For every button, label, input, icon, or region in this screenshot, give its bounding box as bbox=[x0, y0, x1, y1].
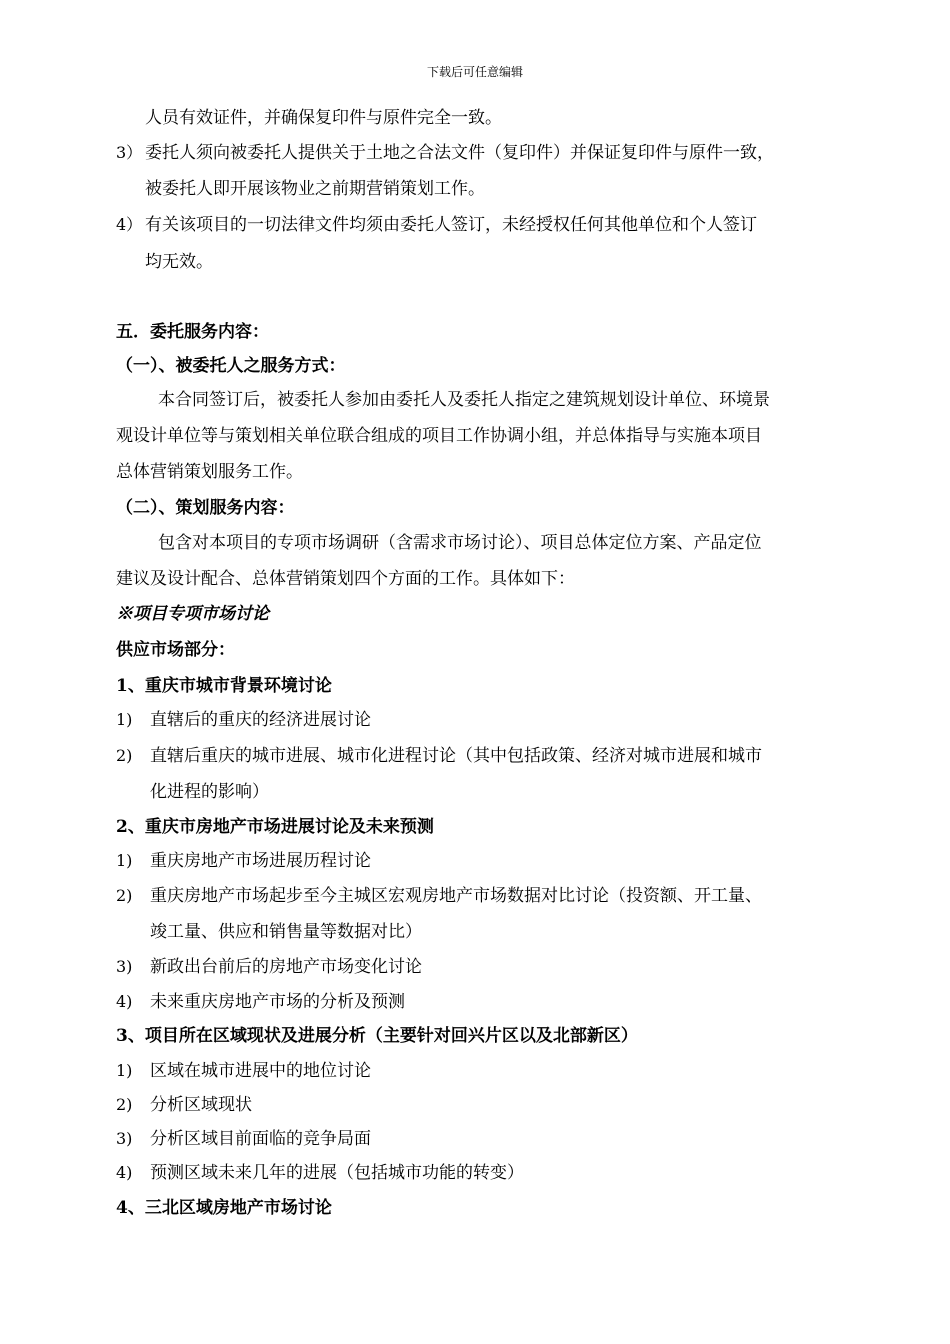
list-item: 直辖后重庆的城市进展、城市化进程讨论（其中包括政策、经济对城市进展和城市 bbox=[150, 746, 762, 766]
numbered-heading: 2、重庆市房地产市场进展讨论及未来预测 bbox=[116, 817, 434, 837]
paragraph-line: 本合同签订后，被委托人参加由委托人及委托人指定之建筑规划设计单位、环境景 bbox=[158, 390, 770, 410]
list-item-cont: 化进程的影响） bbox=[150, 782, 269, 802]
continued-text: 人员有效证件，并确保复印件与原件完全一致。 bbox=[145, 108, 502, 128]
numbered-heading: 1、重庆市城市背景环境讨论 bbox=[116, 676, 332, 696]
list-number: 1) bbox=[116, 851, 133, 870]
item-number: 3） bbox=[116, 143, 143, 162]
numbered-heading: 4、三北区域房地产市场讨论 bbox=[116, 1198, 332, 1218]
list-number: 1) bbox=[116, 710, 133, 729]
list-number: 4) bbox=[116, 1163, 133, 1182]
numbered-heading: 3、项目所在区域现状及进展分析（主要针对回兴片区以及北部新区） bbox=[116, 1026, 638, 1046]
list-number: 2) bbox=[116, 1095, 133, 1114]
item-number: 4） bbox=[116, 215, 143, 234]
paragraph-line: 包含对本项目的专项市场调研（含需求市场讨论）、项目总体定位方案、产品定位 bbox=[158, 533, 762, 553]
list-number: 4) bbox=[116, 992, 133, 1011]
paragraph-line: 总体营销策划服务工作。 bbox=[116, 462, 303, 482]
special-heading: ※项目专项市场讨论 bbox=[116, 604, 269, 624]
list-number: 3) bbox=[116, 1129, 133, 1148]
list-number: 2) bbox=[116, 886, 133, 905]
supply-heading: 供应市场部分： bbox=[116, 640, 235, 660]
list-item: 重庆房地产市场起步至今主城区宏观房地产市场数据对比讨论（投资额、开工量、 bbox=[150, 886, 762, 906]
item-text-cont: 均无效。 bbox=[145, 252, 213, 272]
list-number: 1) bbox=[116, 1061, 133, 1080]
list-number: 2) bbox=[116, 746, 133, 765]
list-item: 直辖后的重庆的经济进展讨论 bbox=[150, 710, 371, 730]
subsection-heading: （一）、被委托人之服务方式： bbox=[116, 356, 346, 376]
item-text-cont: 被委托人即开展该物业之前期营销策划工作。 bbox=[145, 179, 485, 199]
list-item: 重庆房地产市场进展历程讨论 bbox=[150, 851, 371, 871]
section-heading: 五．委托服务内容： bbox=[116, 322, 269, 342]
list-item: 分析区域现状 bbox=[150, 1095, 252, 1115]
page-header: 下载后可任意编辑 bbox=[426, 65, 523, 79]
item-text: 委托人须向被委托人提供关于土地之合法文件（复印件）并保证复印件与原件一致， bbox=[145, 143, 774, 163]
list-item: 区域在城市进展中的地位讨论 bbox=[150, 1061, 371, 1081]
paragraph-line: 建议及设计配合、总体营销策划四个方面的工作。具体如下： bbox=[116, 569, 575, 589]
list-item: 预测区域未来几年的进展（包括城市功能的转变） bbox=[150, 1163, 524, 1183]
list-item-cont: 竣工量、供应和销售量等数据对比） bbox=[150, 922, 422, 942]
list-item: 新政出台前后的房地产市场变化讨论 bbox=[150, 957, 422, 977]
item-text: 有关该项目的一切法律文件均须由委托人签订，未经授权任何其他单位和个人签订 bbox=[145, 215, 757, 235]
list-item: 分析区域目前面临的竞争局面 bbox=[150, 1129, 371, 1149]
paragraph-line: 观设计单位等与策划相关单位联合组成的项目工作协调小组，并总体指导与实施本项目 bbox=[116, 426, 762, 446]
list-item: 未来重庆房地产市场的分析及预测 bbox=[150, 992, 405, 1012]
subsection-heading: （二）、策划服务内容： bbox=[116, 498, 295, 518]
list-number: 3) bbox=[116, 957, 133, 976]
